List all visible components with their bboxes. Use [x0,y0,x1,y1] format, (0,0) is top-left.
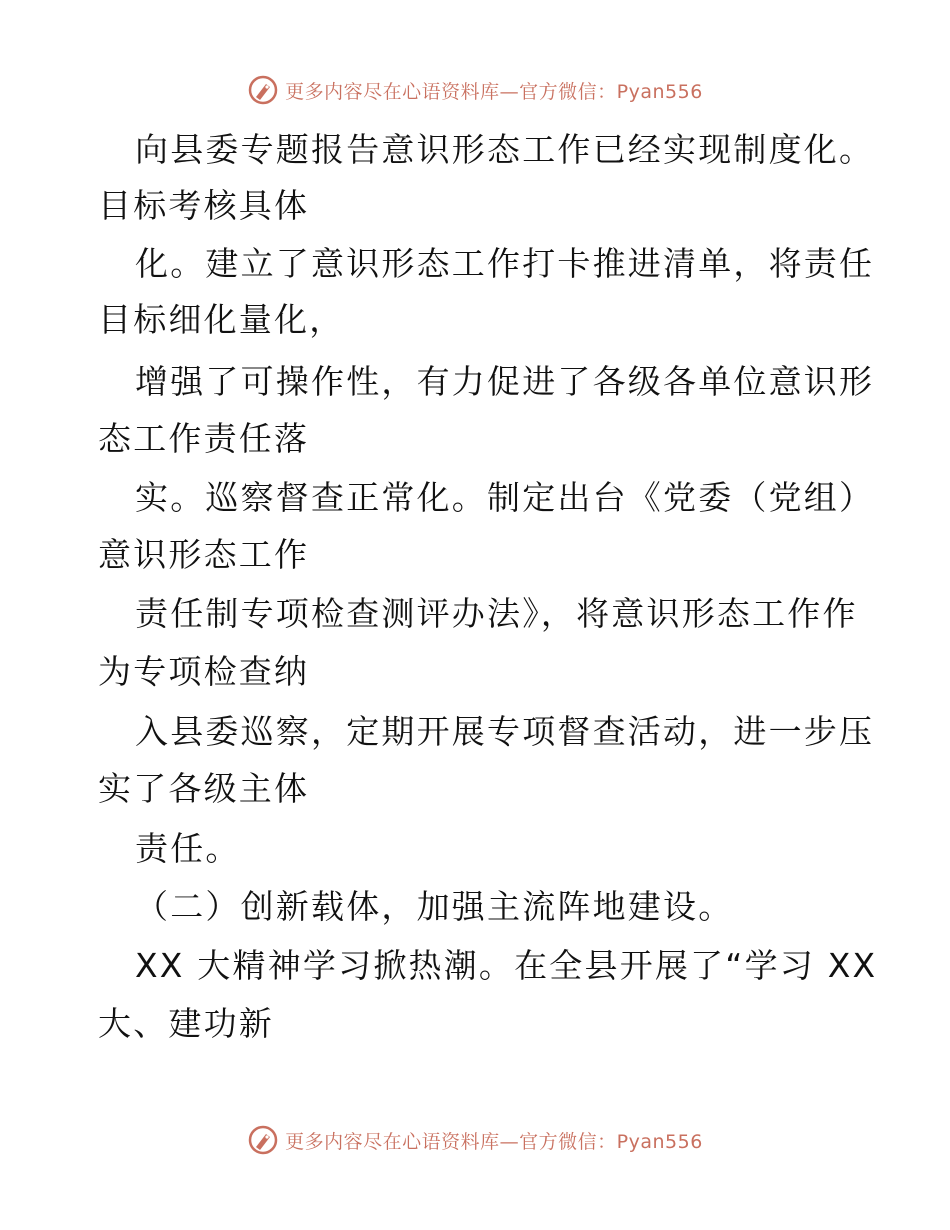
paragraph-line: 目标细化量化， [98,300,345,339]
paragraph-line: 向县委专题报告意识形态工作已经实现制度化。 [135,130,875,169]
watermark-text: 更多内容尽在心语资料库—官方微信： [285,80,617,103]
watermark-text: 更多内容尽在心语资料库—官方微信： [285,1130,617,1153]
paragraph-line: 化。建立了意识形态工作打卡推进清单，将责任 [135,244,875,283]
pen-nib-logo-icon [247,1124,279,1156]
paragraph-line: 为专项检查纳 [98,652,310,691]
paragraph-line: 实了各级主体 [98,769,310,808]
paragraph-line: 态工作责任落 [98,419,310,458]
watermark-wechat-id: Pyan556 [616,80,703,103]
paragraph-line: 大、建功新 [98,1004,274,1043]
paragraph-line: 实。巡察督查正常化。制定出台《党委（党组） [135,478,875,517]
paragraph-line: 责任制专项检查测评办法》，将意识形态工作作 [135,594,858,633]
paragraph-line: 意识形态工作 [98,535,310,574]
paragraph-line: 增强了可操作性，有力促进了各级各单位意识形 [135,362,875,401]
section-heading: （二）创新载体，加强主流阵地建设。 [135,887,734,926]
footer-watermark [0,1122,950,1158]
paragraph-line: 目标考核具体 [98,186,310,225]
watermark-wechat-id: Pyan556 [616,1130,703,1153]
paragraph-line: 责任。 [135,829,241,868]
paragraph-line: XX 大精神学习掀热潮。在全县开展了“学习 XX [135,946,878,985]
paragraph-line: 入县委巡察，定期开展专项督查活动，进一步压 [135,712,875,751]
